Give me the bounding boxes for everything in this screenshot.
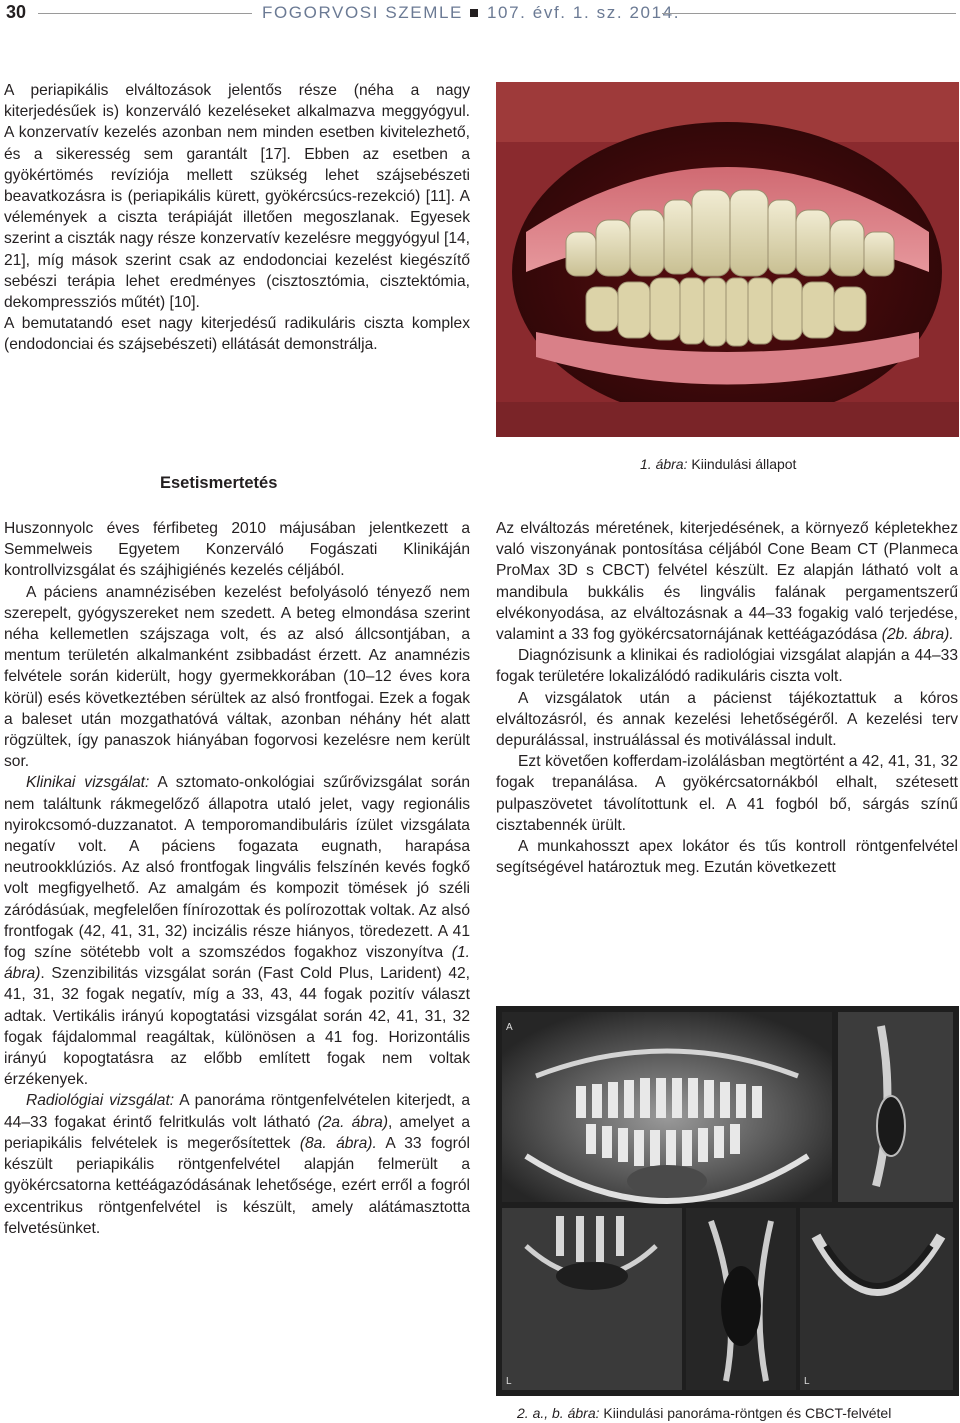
figure-2-label: 2. a., b. ábra: <box>517 1405 600 1421</box>
working-length-paragraph: A munkahosszt apex lokátor és tűs kontroll röntgenfelvétel segítségével határoztuk meg. Ezután következett <box>496 838 958 877</box>
journal-issue: 107. évf. 1. sz. 2014. <box>487 3 681 22</box>
case-text-left <box>4 518 470 1239</box>
case-text-right <box>496 518 958 878</box>
clinical-exam-paragraph <box>4 772 470 1090</box>
case-paragraph-2: A páciens anamnézisében kezelést befolyásoló tényező nem szerepelt, gyógyszereket nem szedett. A beteg elmondása szerint néha kellemetlen szájszaga volt, és az alsó állcsontjában, a mentum területén alkalmanként zsibbadást érzett. Az anamnézis felvétele során kiderült, hogy gyermekkorában (10–12 éves kora körül) esés következtében sérültek az alsó frontfogai. Ezek a fogak a baleset után mozgathatóvá váltak, azonban néhány hét alatt rögzültek, így panaszok hiányában fogorvosi kezelésre nem került sor. <box>4 583 470 771</box>
journal-title <box>262 3 680 23</box>
cbct-paragraph <box>496 518 958 645</box>
cbct-text: Az elváltozás méretének, kiterjedésének, a környező képletekhez való viszonyának pontosítása céljából Cone Beam CT (Planmeca ProMax 3D s CBCT) felvétel készült. Ez alapján látható volt a mandibula bukkális és lingvális falának pergamentszerű elvékonyodása, az elváltozásnak a 44–33 fogakig való terjedése, valamint a 33 fog gyökércsatornájának kettéágazódása <box>496 520 958 644</box>
header-rule-left <box>38 13 252 14</box>
trepanation-paragraph: Ezt követően kofferdam-izolálásban megtörtént a 42, 41, 31, 32 fogak trepanálása. A gyökércsatornákból elhalt, szétesett pulpaszövetet távolítottunk el. A 41 fogból bő, sárgás színű cisztabennék ürült. <box>496 753 958 834</box>
cbct-mark-c: L <box>804 1376 810 1387</box>
header-rule-right <box>662 13 956 14</box>
figure-1-photo <box>496 82 959 437</box>
radiology-label: Radiológiai vizsgálat: <box>26 1092 175 1110</box>
radiology-paragraph <box>4 1090 470 1238</box>
cbct-mark-a: A <box>506 1022 513 1033</box>
teeth-photo-illustration <box>496 82 959 437</box>
clinical-exam-label: Klinikai vizsgálat: <box>26 774 150 792</box>
figure-ref-1: (1. ábra) <box>4 944 470 983</box>
case-paragraph-1: Huszonnyolc éves férfibeteg 2010 májusában jelentkezett a Semmelweis Egyetem Konzerváló Fogászati Klinikáján kontrollvizsgálat és szájhigiénés kezelés céljából. <box>4 520 470 580</box>
intro-paragraph-2: A bemutatandó eset nagy kiterjedésű radikuláris ciszta komplex (endodonciai és szájsebészeti) ellátását demonstrálja. <box>4 315 470 354</box>
clinical-exam-text-b: . Szenzibilitás vizsgálat során (Fast Cold Plus, Larident) 42, 41, 31, 32 fogak negatív, míg a 33, 43, 44 fogak pozitív választ adtak. Vertikális irányú kopogtatási vizsgálat során 42, 41, 31, 32 fogak fájdalommal reagáltak, különösen a 41 fog. Horizontális irányú kopogtatásra az előbb említett fogak nem voltak érzékenyek. <box>4 965 470 1089</box>
figure-1-label: 1. ábra: <box>640 456 688 472</box>
figure-ref-2b: (2b. ábra). <box>881 626 954 644</box>
figure-2-caption <box>517 1405 891 1421</box>
figure-ref-8a: (8a. ábra). <box>299 1134 377 1152</box>
radiology-text-c: A 33 fogról készült periapikális röntgenfelvétel alapján felmerült a gyökércsatorna kettéágazódásának lehetősége, ezért erről a fogról excentrikus röntgenfelvétel is készült, amely alátámasztotta felvetésünket. <box>4 1134 470 1237</box>
figure-2-radiographs <box>496 1006 959 1396</box>
running-header <box>0 0 960 30</box>
cbct-mark-b: L <box>506 1376 512 1387</box>
page-number: 30 <box>6 2 27 22</box>
figure-2-caption-text: Kiindulási panoráma-röntgen és CBCT-felvétel <box>603 1405 892 1421</box>
diagnosis-paragraph: Diagnózisunk a klinikai és radiológiai vizsgálat alapján a 44–33 fogak területére lokalizálódó radikuláris ciszta volt. <box>496 647 958 686</box>
separator-square-icon <box>470 9 478 17</box>
radiology-text-a: A panoráma röntgenfelvételen kiterjedt, a 44–33 fogakat érintő felritkulás volt látható <box>4 1092 470 1131</box>
section-heading: Esetismertetés <box>160 474 278 492</box>
figure-1-caption <box>640 456 796 472</box>
intro-paragraph-1: A periapikális elváltozások jelentős része (néha a nagy kiterjedésűek is) konzerváló kezeléseket alkalmazva meggyógyul. A konzervatív kezelés azonban nem minden esetben kivitelezhető, és a sikeresség sem garantált [17]. Ebben az esetben a gyökértömés revíziója mellett szükség lehet szájsebészeti beavatkozásra is (periapikális kürett, gyökércsúcs-rezekció) [11]. A vélemények a ciszta terápiáját illetően megoszlanak. Egyesek szerint a ciszták nagy része konzervatív kezelésre meggyógyul [14, 21], míg mások szerint csak az endodonciai kezelést kiegészítő sebészi terápia lehet eredményes (cisztosztómia, cisztektómia, dekompressziós műtét) [10]. <box>4 82 470 312</box>
figure-ref-2a: (2a. ábra) <box>317 1113 389 1131</box>
journal-name: FOGORVOSI SZEMLE <box>262 3 463 22</box>
intro-text <box>4 80 470 356</box>
treatment-plan-paragraph: A vizsgálatok után a pácienst tájékoztattuk a kóros elváltozásról, és annak kezelési lehetőségéről. A kezelési terv depurálással, instruálással és motiválással indult. <box>496 689 958 750</box>
figure-1-caption-text: Kiindulási állapot <box>691 456 797 472</box>
radiology-text-b: , amelyet a periapikális felvételek is megerősítettek <box>4 1113 470 1152</box>
radiograph-illustration <box>496 1006 959 1396</box>
clinical-exam-text-a: A sztomato-onkológiai szűrővizsgálat során nem találtunk rákmegelőző állapotra utaló jelet, vagy regionális nyirokcsomó-duzzanatot. A temporomandibuláris ízület vizsgálata negatív volt. A páciens fogazata eugnath, harapása neutrookklúziós. Az alsó frontfogak lingvális felszínén kevés fogkő volt megfigyelhető. Az amalgám és kompozit tömések jó széli záródásúak, megfelelően fínírozottak és polírozottak voltak. Az alsó frontfogak (42, 41, 31, 32) incizális része hiányos, töredezett. A 41 fog színe sötétebb volt a szomszédos fogakhoz viszonyítva <box>4 774 470 962</box>
